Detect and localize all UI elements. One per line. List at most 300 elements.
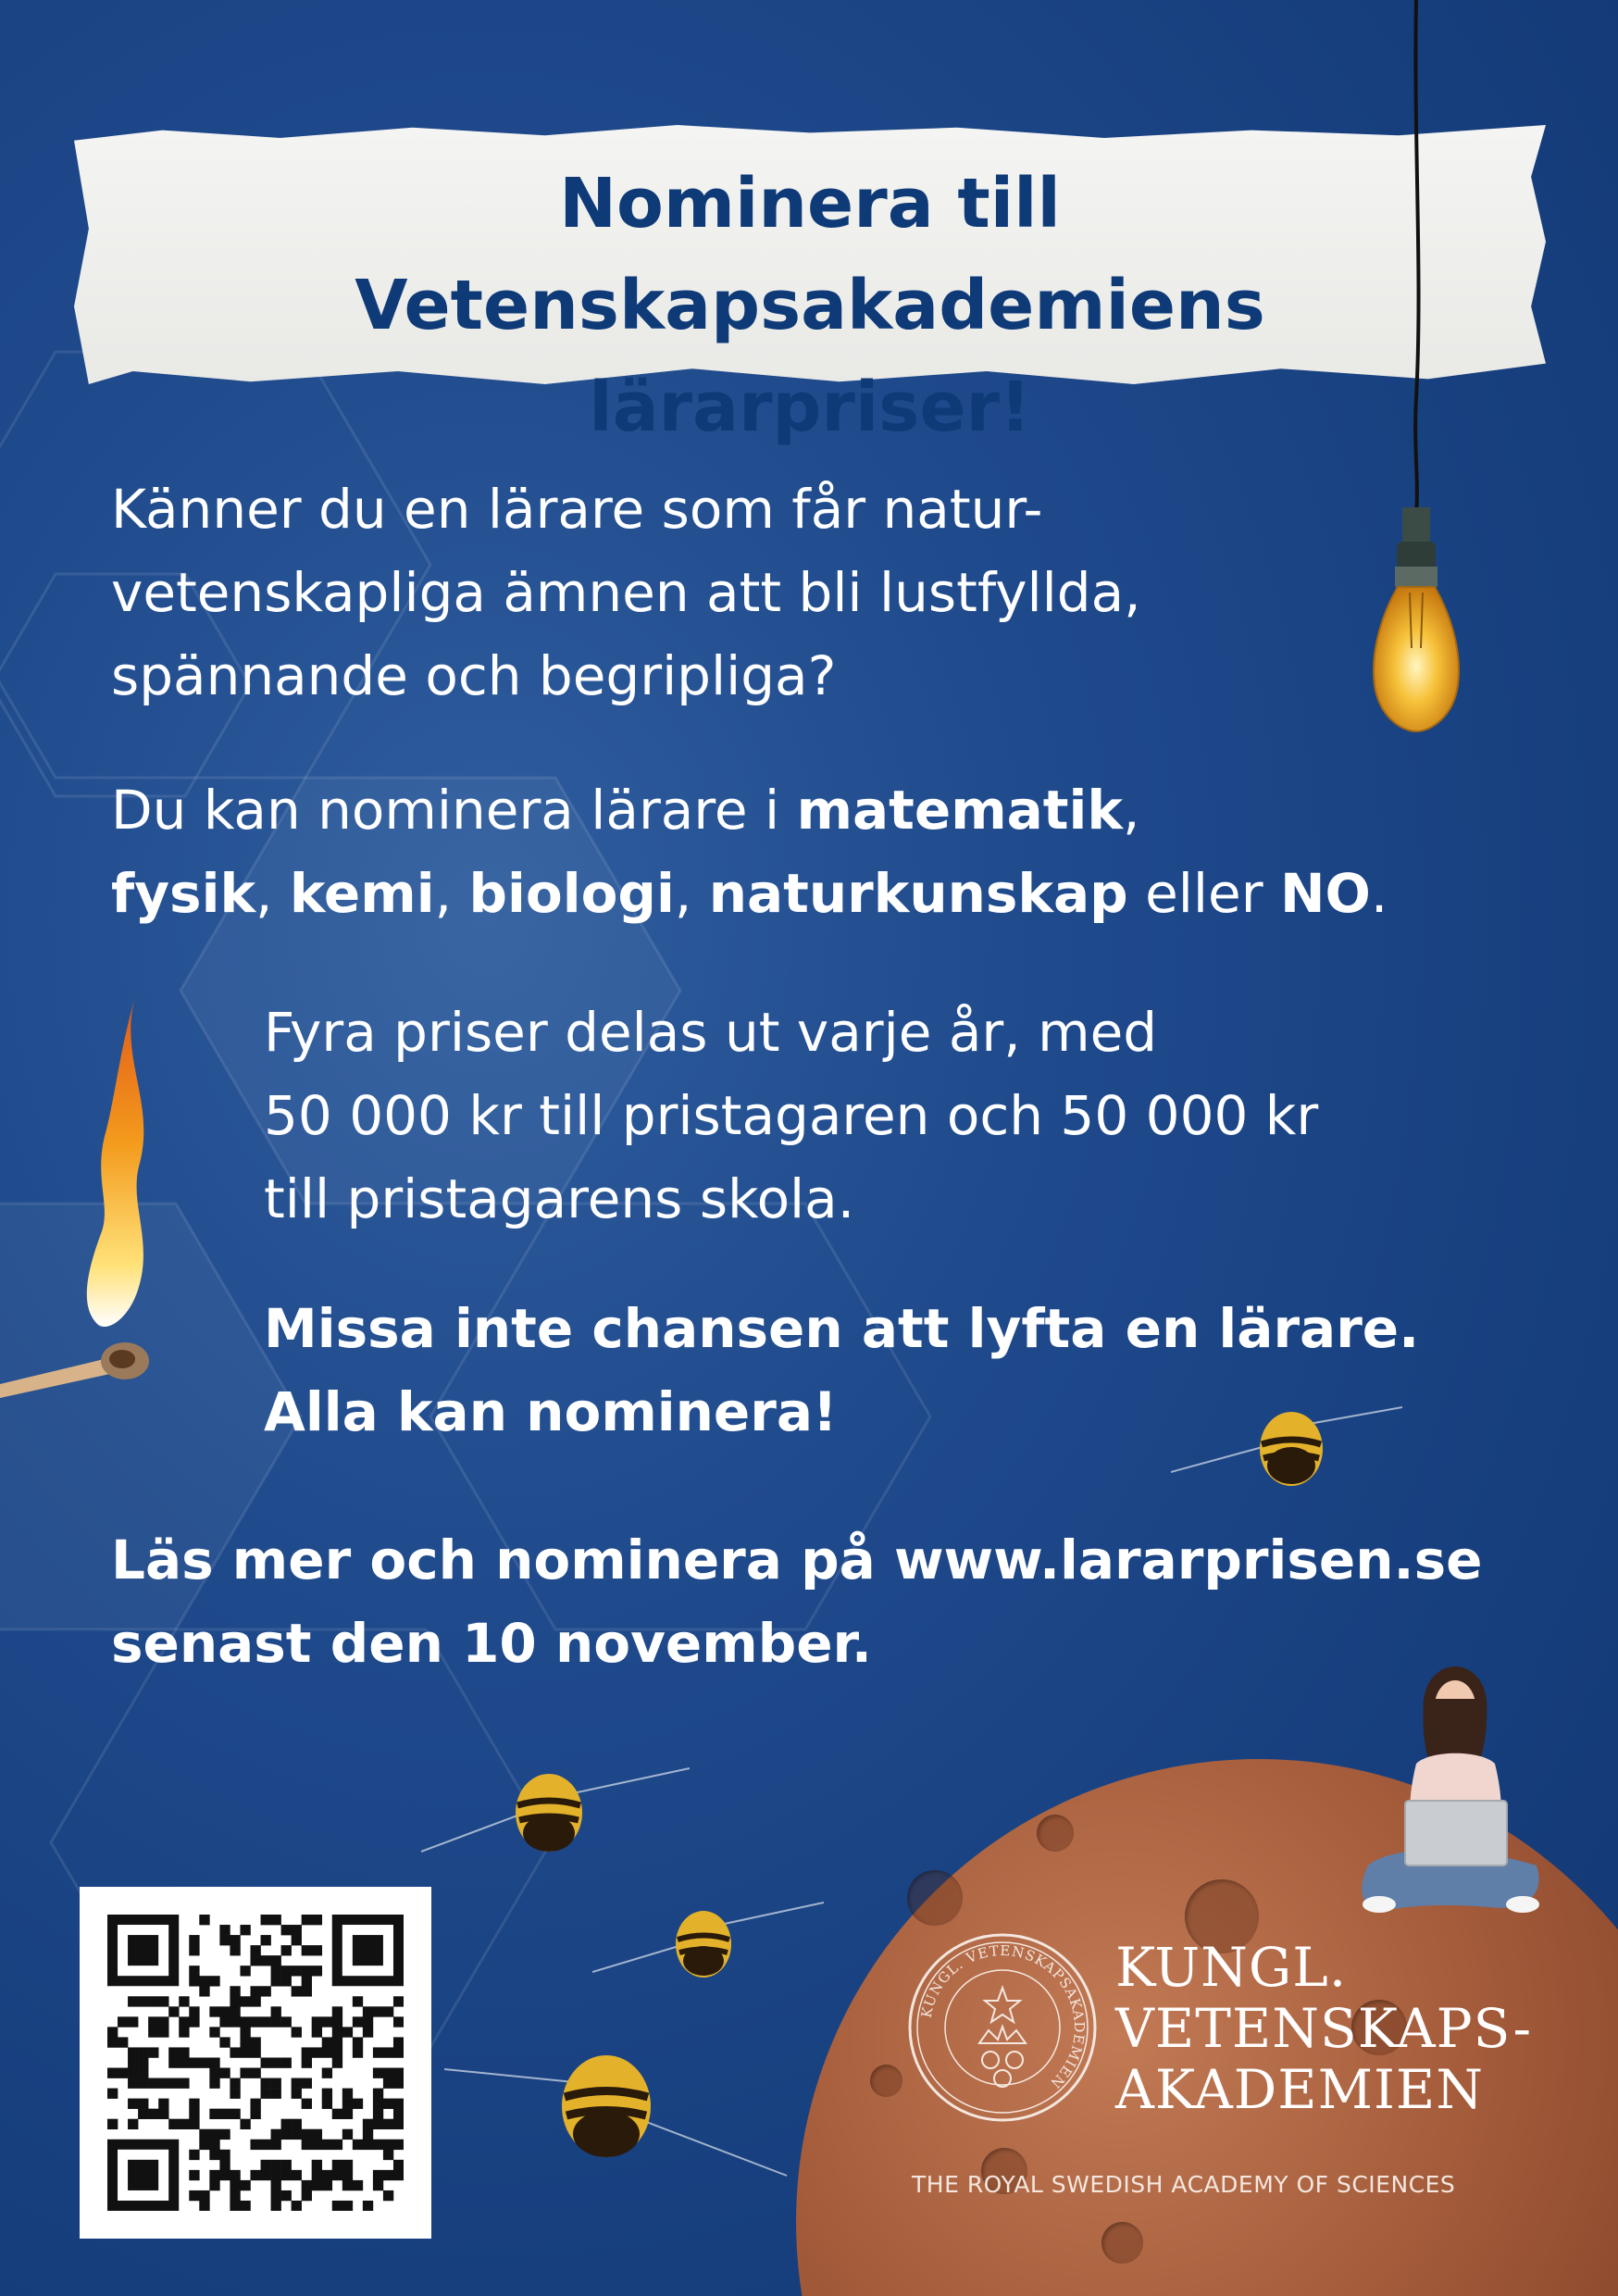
qr-module	[261, 2016, 271, 2027]
qr-module	[312, 2140, 322, 2150]
intro-line-3: spännande och begripliga?	[111, 644, 837, 707]
read-more-lead: Läs mer och nominera på	[111, 1529, 894, 1591]
qr-module	[332, 2047, 342, 2057]
qr-module	[353, 2016, 363, 2027]
qr-module	[342, 2160, 353, 2170]
qr-module	[168, 2119, 179, 2129]
qr-module	[261, 2089, 271, 2099]
qr-module	[158, 2078, 168, 2089]
qr-module	[332, 2109, 342, 2119]
qr-module	[199, 1915, 209, 1925]
qr-module	[240, 2180, 250, 2190]
qr-module	[219, 2016, 230, 2027]
qr-module	[128, 1935, 158, 1965]
qr-module	[353, 2047, 363, 2057]
deadline-line: senast den 10 november.	[111, 1612, 872, 1675]
qr-module	[158, 2109, 168, 2119]
qr-module	[322, 2047, 332, 2057]
qr-module	[261, 1935, 271, 1945]
qr-module	[240, 2037, 250, 2047]
qr-module	[219, 2109, 230, 2119]
qr-module	[168, 2006, 179, 2016]
subjects-separator: ,	[1122, 779, 1140, 842]
qr-module	[353, 2140, 363, 2150]
qr-module	[138, 2057, 148, 2067]
bee-icon	[1171, 1393, 1402, 1495]
qr-module	[158, 2099, 168, 2109]
qr-module	[250, 2068, 260, 2078]
qr-module	[292, 2119, 302, 2129]
qr-module	[322, 2170, 332, 2180]
qr-module	[292, 2129, 302, 2140]
qr-module	[107, 2037, 118, 2047]
qr-module	[302, 2190, 312, 2201]
woman-with-laptop	[1351, 1662, 1546, 1930]
qr-module	[179, 2057, 189, 2067]
prizes-paragraph	[264, 991, 1513, 1241]
subjects-line-2	[111, 852, 1500, 935]
qr-module	[383, 2047, 393, 2057]
qr-module	[312, 1965, 322, 1976]
qr-module	[240, 1925, 250, 1935]
qr-module	[230, 1935, 240, 1945]
qr-module	[393, 2047, 404, 2057]
qr-module	[128, 2078, 138, 2089]
qr-module	[128, 2016, 138, 2027]
qr-module	[302, 1945, 312, 1955]
qr-module	[292, 1986, 302, 1996]
qr-module	[148, 2109, 158, 2119]
qr-module	[179, 2016, 189, 2027]
qr-code[interactable]	[80, 1887, 431, 2239]
qr-module	[322, 2099, 332, 2109]
qr-module	[332, 2027, 342, 2037]
qr-module	[261, 2160, 271, 2170]
qr-module	[383, 2099, 393, 2109]
qr-module	[209, 2180, 219, 2190]
qr-module	[189, 2119, 199, 2129]
qr-module	[281, 1945, 292, 1955]
qr-module	[189, 1976, 199, 1986]
qr-module	[230, 2006, 240, 2016]
qr-module	[292, 2089, 302, 2099]
qr-module	[209, 2027, 219, 2037]
page-title	[102, 153, 1518, 458]
qr-module	[189, 2109, 199, 2119]
qr-module	[383, 2078, 393, 2089]
qr-module	[138, 2109, 148, 2119]
subject-naturkunskap: naturkunskap	[708, 862, 1128, 925]
qr-module	[230, 2078, 240, 2089]
qr-module	[148, 1996, 158, 2006]
qr-module	[393, 2099, 404, 2109]
qr-module	[302, 2140, 312, 2150]
qr-module	[342, 2089, 353, 2099]
qr-module	[179, 2027, 189, 2037]
qr-module	[250, 2170, 260, 2180]
qr-module	[281, 1965, 292, 1976]
qr-module	[107, 2119, 118, 2129]
qr-module	[302, 2099, 312, 2109]
qr-module	[138, 2078, 148, 2089]
planet-crater	[1101, 2222, 1143, 2264]
qr-module	[312, 2129, 322, 2140]
qr-module	[230, 2109, 240, 2119]
qr-module	[219, 2068, 230, 2078]
qr-module	[199, 2190, 209, 2201]
qr-module	[312, 2170, 322, 2180]
qr-module	[271, 2201, 281, 2211]
qr-module	[189, 1965, 199, 1976]
qr-module	[302, 2078, 312, 2089]
qr-module	[230, 2047, 240, 2057]
qr-module	[271, 2180, 281, 2190]
qr-module	[209, 2150, 219, 2160]
prizes-line-2: 50 000 kr till pristagaren och 50 000 kr	[264, 1084, 1319, 1147]
qr-module	[230, 2201, 240, 2211]
subjects-lead: Du kan nominera lärare i	[111, 779, 797, 842]
qr-module	[118, 2037, 128, 2047]
qr-module	[219, 1925, 230, 1935]
qr-module	[138, 1996, 148, 2006]
qr-module	[230, 2016, 240, 2027]
qr-module	[332, 2057, 342, 2067]
qr-module	[312, 2160, 322, 2170]
title-line-2: lärarpriser!	[589, 368, 1031, 447]
qr-module	[292, 2170, 302, 2180]
title-line-1: Nominera till Vetenskapsakademiens	[355, 164, 1265, 345]
qr-module	[393, 2160, 404, 2170]
qr-module	[373, 2089, 383, 2099]
qr-module	[199, 1976, 209, 1986]
qr-module	[281, 2016, 292, 2027]
qr-module	[353, 2037, 363, 2047]
qr-module	[322, 2037, 332, 2047]
qr-module	[281, 2057, 292, 2067]
qr-module	[302, 1915, 312, 1925]
qr-module	[322, 2140, 332, 2150]
academy-name-line-3: AKADEMIEN	[1115, 2058, 1484, 2121]
prizes-line-3: till pristagarens skola.	[264, 1167, 855, 1230]
qr-module	[250, 2140, 260, 2150]
qr-module	[209, 2057, 219, 2067]
qr-module	[393, 1996, 404, 2006]
match-flame-icon	[0, 991, 162, 1407]
qr-module	[271, 2190, 281, 2201]
qr-module	[128, 2160, 158, 2190]
qr-module	[189, 1945, 199, 1955]
qr-module	[199, 1986, 209, 1996]
qr-module	[271, 2006, 281, 2016]
subjects-line-1	[111, 768, 1500, 852]
qr-module	[363, 2016, 373, 2027]
qr-module	[179, 1996, 189, 2006]
qr-module	[342, 2099, 353, 2109]
planet-crater	[907, 1870, 963, 1926]
qr-module	[393, 2037, 404, 2047]
qr-module	[230, 1986, 240, 1996]
qr-module	[158, 1996, 168, 2006]
qr-module	[138, 2068, 148, 2078]
qr-module	[312, 2016, 322, 2027]
subjects-paragraph	[111, 768, 1500, 935]
bee-icon	[421, 1759, 690, 1870]
qr-module	[189, 2190, 199, 2201]
qr-module	[240, 2119, 250, 2129]
qr-module	[342, 2109, 353, 2119]
qr-module	[199, 2057, 209, 2067]
qr-module	[393, 2170, 404, 2180]
qr-module	[271, 2089, 281, 2099]
qr-module	[261, 2078, 271, 2089]
planet-crater	[1037, 1815, 1074, 1852]
qr-module	[261, 1955, 271, 1965]
read-more-line-1	[111, 1518, 1555, 1602]
qr-module	[342, 2180, 353, 2190]
cta-line-1: Missa inte chansen att lyfta en lärare.	[264, 1297, 1420, 1360]
qr-module	[373, 2119, 383, 2129]
qr-module	[332, 2016, 342, 2027]
qr-module	[230, 2180, 240, 2190]
qr-module	[230, 2190, 240, 2201]
qr-module	[271, 2160, 281, 2170]
qr-module	[292, 2078, 302, 2089]
qr-module	[250, 2037, 260, 2047]
qr-module	[148, 2078, 158, 2089]
qr-module	[209, 2006, 219, 2016]
qr-module	[179, 2119, 189, 2129]
qr-module	[199, 2129, 209, 2140]
qr-module	[168, 2047, 179, 2057]
qr-module	[209, 1976, 219, 1986]
qr-module	[118, 2068, 128, 2078]
qr-module	[373, 2180, 383, 2190]
qr-module	[281, 2190, 292, 2201]
qr-module	[312, 1945, 322, 1955]
qr-module	[271, 1965, 281, 1976]
qr-module	[168, 2078, 179, 2089]
qr-module	[118, 2016, 128, 2027]
qr-module	[373, 2109, 383, 2119]
qr-module	[281, 2129, 292, 2140]
qr-module	[302, 1976, 312, 1986]
qr-module	[250, 1955, 260, 1965]
qr-module	[128, 2099, 138, 2109]
qr-module	[393, 2068, 404, 2078]
qr-module	[128, 2057, 138, 2067]
subjects-end: .	[1370, 862, 1388, 925]
prizes-line-1: Fyra priser delas ut varje år, med	[264, 1001, 1158, 1064]
qr-module	[353, 1996, 363, 2006]
qr-module	[383, 2119, 393, 2129]
qr-module	[281, 1925, 292, 1935]
qr-module	[271, 2057, 281, 2067]
qr-module	[189, 2057, 199, 2067]
qr-module	[393, 2140, 404, 2150]
qr-module	[302, 2180, 312, 2190]
qr-module	[240, 1965, 250, 1976]
qr-module	[240, 2047, 250, 2057]
qr-module	[292, 1935, 302, 1945]
qr-module	[209, 2129, 219, 2140]
qr-module	[393, 2109, 404, 2119]
qr-module	[219, 2170, 230, 2180]
qr-module	[271, 2129, 281, 2140]
qr-module	[189, 2099, 199, 2109]
qr-module	[219, 2037, 230, 2047]
subject-biologi: biologi	[468, 862, 675, 925]
qr-module	[383, 2190, 393, 2201]
qr-module	[363, 2027, 373, 2037]
website-link[interactable]: www.lararprisen.se	[893, 1529, 1483, 1591]
intro-paragraph	[111, 468, 1314, 718]
qr-module	[271, 1915, 281, 1925]
academy-name	[1115, 1937, 1532, 2120]
qr-module	[383, 2140, 393, 2150]
qr-module	[393, 2016, 404, 2027]
academy-name-line-1: KUNGL.	[1115, 1936, 1348, 1999]
qr-module	[312, 2047, 322, 2057]
qr-module	[302, 2129, 312, 2140]
qr-module	[261, 2170, 271, 2180]
qr-module	[332, 2140, 342, 2150]
qr-module	[250, 2099, 260, 2109]
qr-module	[393, 2078, 404, 2089]
qr-module	[250, 2016, 260, 2027]
qr-module	[261, 2057, 271, 2067]
academy-subtitle: THE ROYAL SWEDISH ACADEMY OF SCIENCES	[912, 2171, 1456, 2198]
qr-module	[271, 2078, 281, 2089]
qr-module	[332, 2170, 342, 2180]
qr-module	[240, 2016, 250, 2027]
qr-module	[250, 2047, 260, 2057]
qr-module	[261, 1986, 271, 1996]
qr-module	[189, 1935, 199, 1945]
qr-module	[322, 2180, 332, 2190]
qr-module	[383, 2068, 393, 2078]
qr-module	[373, 2068, 383, 2078]
qr-module	[363, 2129, 373, 2140]
qr-module	[179, 2078, 189, 2089]
qr-module	[373, 2140, 383, 2150]
qr-module	[292, 2201, 302, 2211]
qr-module	[373, 2170, 383, 2180]
qr-module	[271, 2140, 281, 2150]
planet-crater	[870, 2065, 902, 2097]
qr-module	[199, 2140, 209, 2150]
qr-module	[209, 2109, 219, 2119]
qr-module	[332, 2160, 342, 2170]
qr-module	[107, 2068, 118, 2078]
qr-module	[250, 1996, 260, 2006]
read-more-paragraph	[111, 1518, 1555, 1685]
qr-module	[240, 2201, 250, 2211]
qr-module	[271, 2016, 281, 2027]
qr-module	[383, 2150, 393, 2160]
qr-module	[292, 1925, 302, 1935]
intro-line-2: vetenskapliga ämnen att bli lustfyllda,	[111, 561, 1141, 624]
qr-module	[138, 2099, 148, 2109]
qr-module	[250, 1986, 260, 1996]
qr-module	[302, 2047, 312, 2057]
qr-module	[209, 2068, 219, 2078]
qr-module	[292, 2027, 302, 2037]
academy-name-line-2: VETENSKAPS-	[1115, 1997, 1533, 2060]
qr-module	[199, 2201, 209, 2211]
subject-fysik: fysik	[111, 862, 256, 925]
qr-module	[302, 1965, 312, 1976]
qr-module	[209, 2170, 219, 2180]
qr-module	[128, 2119, 138, 2129]
qr-module	[189, 2016, 199, 2027]
qr-module	[281, 2119, 292, 2129]
qr-module	[209, 2140, 219, 2150]
qr-module	[322, 2089, 332, 2099]
qr-module	[240, 2027, 250, 2037]
subject-no: NO	[1280, 862, 1371, 925]
bee-icon	[444, 2046, 796, 2185]
qr-module	[230, 2170, 240, 2180]
qr-module	[281, 1976, 292, 1986]
qr-module	[148, 2027, 158, 2037]
qr-module	[353, 1935, 383, 1965]
qr-module	[168, 2057, 179, 2067]
qr-module	[373, 2047, 383, 2057]
qr-module	[383, 2170, 393, 2180]
qr-module	[373, 2006, 383, 2016]
subjects-join: eller	[1127, 862, 1280, 925]
qr-module	[261, 2140, 271, 2150]
qr-module	[332, 2037, 342, 2047]
subjects-separator: ,	[255, 862, 290, 925]
academy-seal-logo	[905, 1930, 1100, 2125]
qr-module	[240, 2068, 250, 2078]
qr-module	[240, 1996, 250, 2006]
qr-module	[107, 2089, 118, 2099]
qr-module	[383, 2006, 393, 2016]
qr-module	[322, 2016, 332, 2027]
qr-module	[189, 2150, 199, 2160]
qr-module	[219, 2160, 230, 2170]
qr-module	[128, 2047, 138, 2057]
qr-module	[138, 2047, 148, 2057]
qr-module	[363, 2006, 373, 2016]
qr-module	[373, 2099, 383, 2109]
qr-module	[148, 2016, 158, 2027]
qr-module	[342, 2201, 353, 2211]
qr-module	[332, 2201, 342, 2211]
qr-module	[342, 2129, 353, 2140]
qr-module	[342, 2027, 353, 2037]
qr-module	[189, 2170, 199, 2180]
qr-module	[107, 2027, 118, 2037]
qr-module	[158, 2016, 168, 2027]
qr-module	[271, 1955, 281, 1965]
qr-module	[353, 2099, 363, 2109]
qr-module	[363, 2140, 373, 2150]
qr-code-pattern	[107, 1915, 404, 2211]
qr-module	[158, 2027, 168, 2037]
qr-module	[312, 1915, 322, 1925]
qr-module	[342, 2170, 353, 2180]
subject-matematik: matematik	[796, 779, 1123, 842]
qr-module	[363, 2201, 373, 2211]
qr-module	[312, 2180, 322, 2190]
qr-module	[302, 2057, 312, 2067]
qr-module	[128, 2068, 138, 2078]
qr-module	[271, 1976, 281, 1986]
intro-line-1: Känner du en lärare som får natur-	[111, 478, 1043, 541]
